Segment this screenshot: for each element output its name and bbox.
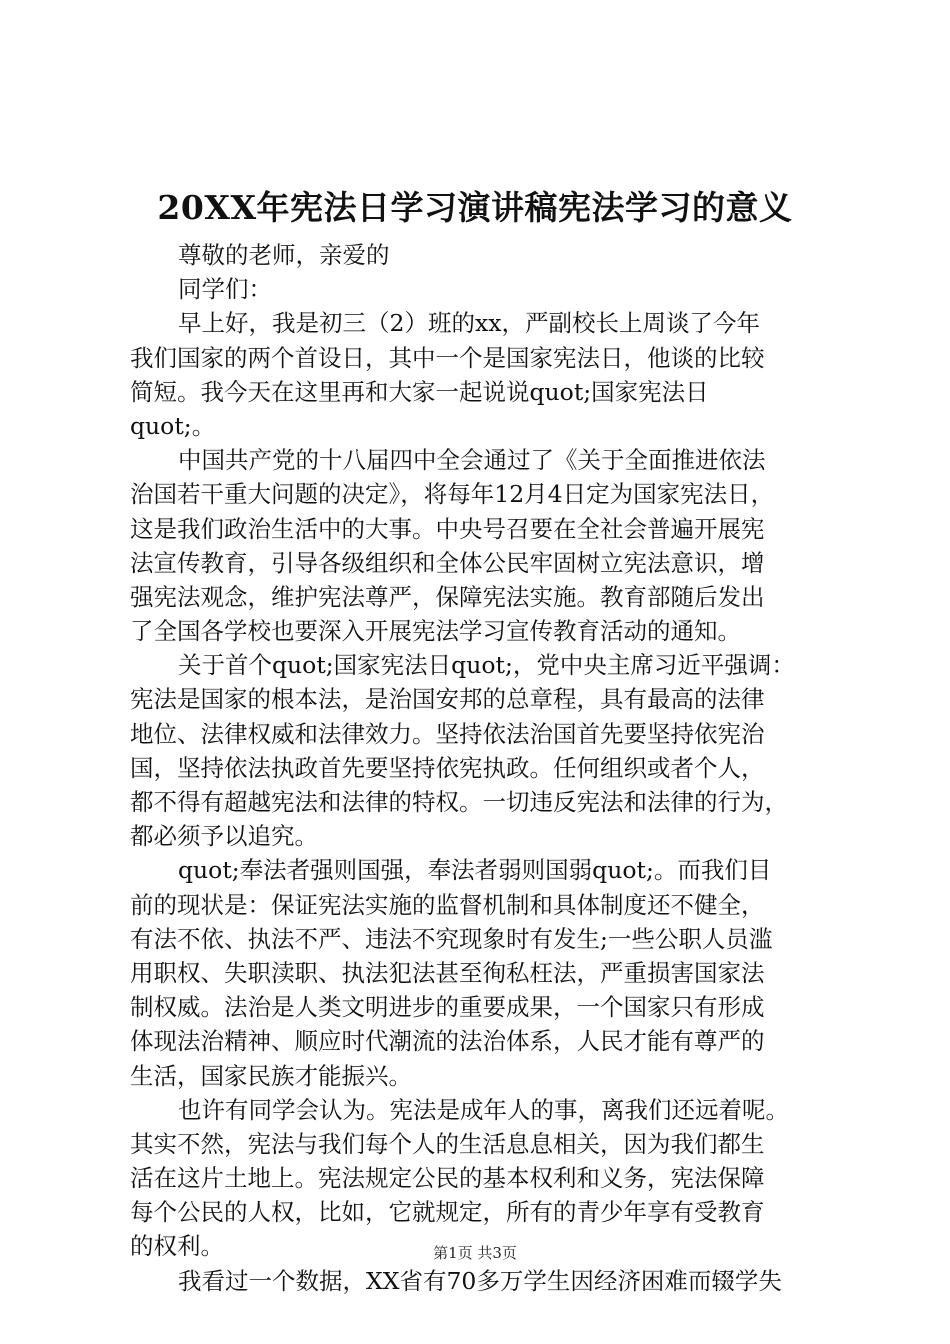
paragraph-line: quot;。: [130, 411, 216, 440]
paragraph-line: 宪法是国家的根本法，是治国安邦的总章程，具有最高的法律: [130, 685, 765, 714]
paragraph-line: 用职权、失职渎职、执法犯法甚至徇私枉法，严重损害国家法: [130, 958, 765, 987]
page-number-footer: 第1页 共3页: [433, 1244, 517, 1262]
paragraph-line: 都必须予以追究。: [130, 822, 318, 851]
paragraph-line: 体现法治精神、顺应时代潮流的法治体系，人民才能有尊严的: [130, 1027, 765, 1056]
paragraph-line: 都不得有超越宪法和法律的特权。一切违反宪法和法律的行为，: [130, 788, 788, 816]
paragraph-line: 我们国家的两个首设日，其中一个是国家宪法日，他谈的比较: [130, 343, 765, 372]
paragraph-line: 的权利。: [130, 1232, 224, 1261]
paragraph-line: 国，坚持依法执政首先要坚持依宪执政。任何组织或者个人，: [130, 753, 765, 782]
paragraph-line: 其实不然，宪法与我们每个人的生活息息相关，因为我们都生: [130, 1129, 765, 1158]
paragraph-line: 每个公民的人权，比如，它就规定，所有的青少年享有受教育: [130, 1198, 765, 1227]
paragraph-line: 制权威。法治是人类文明进步的重要成果，一个国家只有形成: [130, 993, 765, 1022]
paragraph-line: 法宣传教育，引导各级组织和全体公民牢固树立宪法意识，增: [130, 548, 765, 577]
paragraph-line: 同学们：: [178, 275, 272, 304]
paragraph-line: 有法不依、执法不严、违法不究现象时有发生;一些公职人员滥: [130, 924, 773, 953]
paragraph-line: 地位、法律权威和法律效力。坚持依法治国首先要坚持依宪治: [130, 719, 765, 748]
paragraph-line: quot;奉法者强则国强，奉法者弱则国弱quot;。而我们目: [178, 856, 772, 885]
document-body: [130, 238, 854, 1298]
paragraph-line: 我看过一个数据，XX省有70多万学生因经济困难而辍学失: [178, 1266, 782, 1295]
paragraph-line: 也许有同学会认为。宪法是成年人的事，离我们还远着呢。: [178, 1095, 789, 1124]
paragraph-line: 生活，国家民族才能振兴。: [130, 1061, 412, 1090]
paragraph-line: 强宪法观念，维护宪法尊严，保障宪法实施。教育部随后发出: [130, 582, 765, 611]
paragraph-line: 治国若干重大问题的决定》，将每年12月4日定为国家宪法日，: [130, 480, 775, 509]
paragraph-line: 关于首个quot;国家宪法日quot;，党中央主席习近平强调：: [178, 651, 795, 680]
paragraph-line: 早上好，我是初三（2）班的xx，严副校长上周谈了今年: [178, 309, 760, 338]
paragraph-line: 简短。我今天在这里再和大家一起说说quot;国家宪法日: [130, 377, 709, 406]
paragraph-line: 中国共产党的十八届四中全会通过了《关于全面推进依法: [178, 446, 766, 475]
paragraph-line: 了全国各学校也要深入开展宪法学习宣传教育活动的通知。: [130, 617, 741, 646]
paragraph-line: 这是我们政治生活中的大事。中央号召要在全社会普遍开展宪: [130, 514, 765, 543]
paragraph-line: 尊敬的老师，亲爱的: [178, 241, 390, 269]
paragraph-line: 前的现状是：保证宪法实施的监督机制和具体制度还不健全，: [130, 890, 765, 919]
document-title: 20XX年宪法日学习演讲稿宪法学习的意义: [157, 188, 793, 227]
paragraph-line: 活在这片土地上。宪法规定公民的基本权利和义务，宪法保障: [130, 1164, 765, 1193]
